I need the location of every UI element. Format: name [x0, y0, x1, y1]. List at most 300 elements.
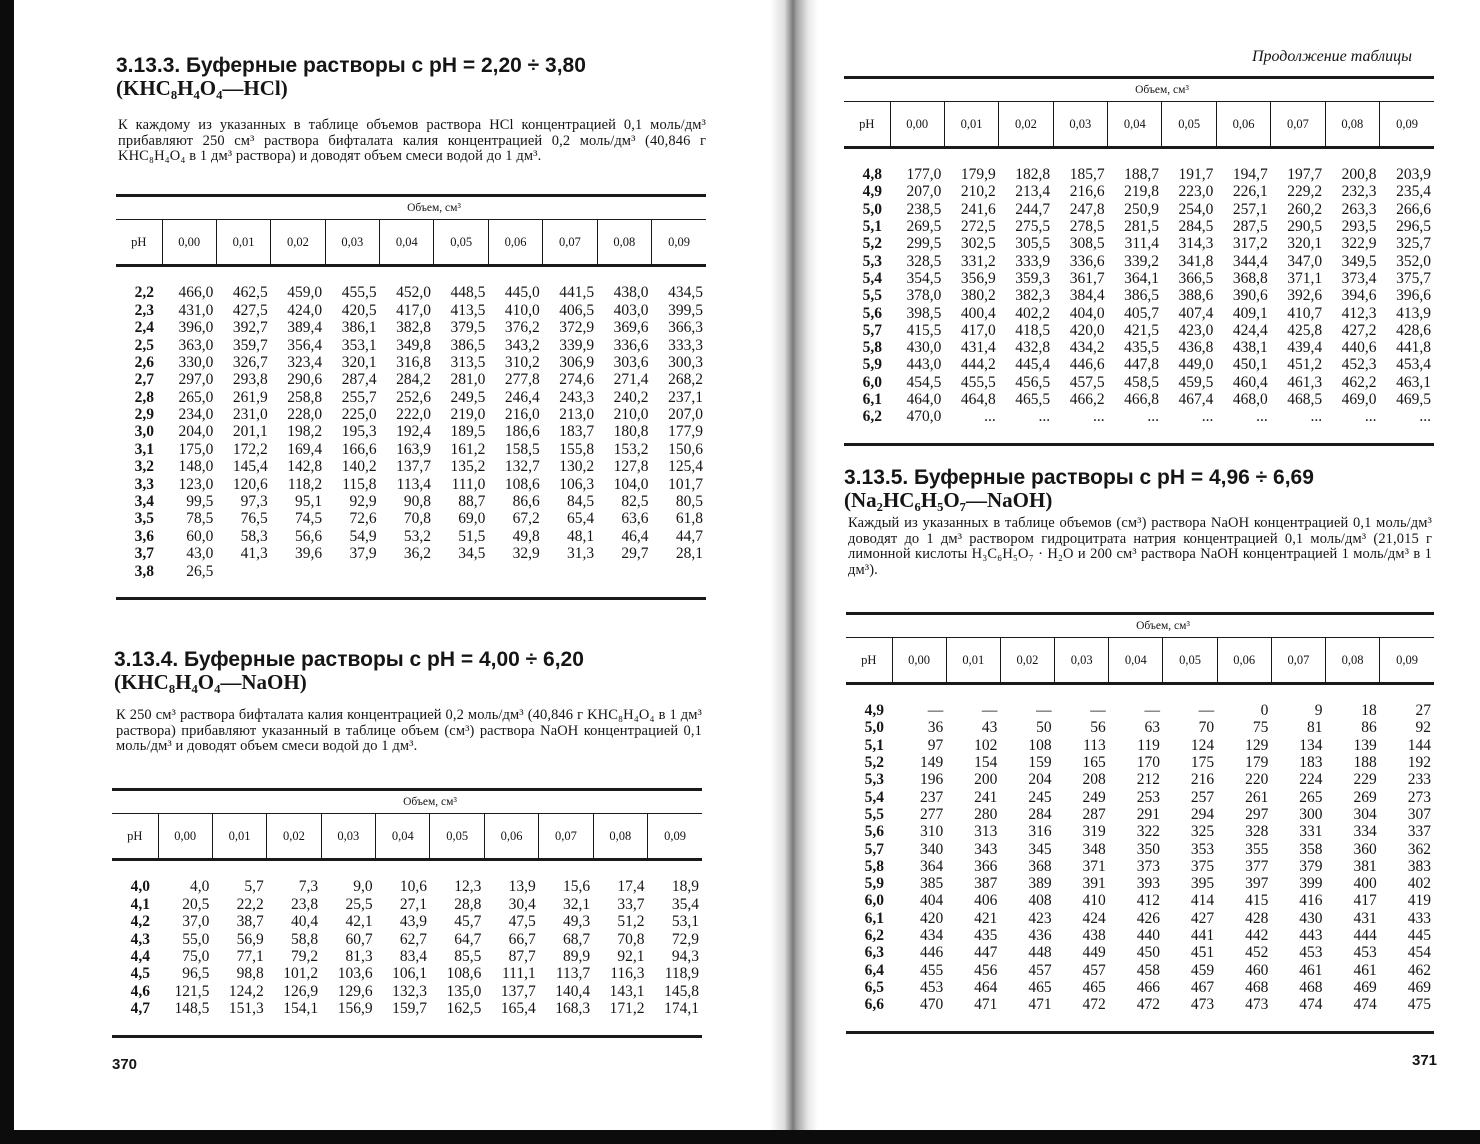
- volume-value: 432,8: [1015, 339, 1051, 357]
- table-3134-continuation: [844, 76, 1434, 446]
- ph-value: 5,7: [864, 840, 884, 858]
- volume-value: 325,7: [1396, 235, 1431, 253]
- ph-value: 4,2: [130, 913, 150, 931]
- volume-value: 188: [1353, 754, 1377, 772]
- volume-value: 438,0: [613, 284, 649, 302]
- column-header: 0,03: [325, 220, 379, 266]
- volume-value: 39,6: [295, 545, 323, 563]
- ph-value: 3,3: [134, 475, 154, 493]
- volume-value: 290,6: [287, 371, 323, 389]
- volume-value: 188,7: [1124, 166, 1159, 184]
- volume-value: [216, 563, 270, 580]
- volume-value: 426: [1136, 909, 1160, 927]
- volume-value: ...: [1092, 408, 1105, 426]
- volume-value: 445,0: [504, 284, 540, 302]
- column-header: 0,01: [946, 638, 1000, 684]
- volume-value: 92,9: [349, 493, 377, 511]
- volume-value: 77,1: [236, 947, 264, 965]
- table-row: [844, 305, 1434, 322]
- volume-value: 43,9: [399, 913, 427, 931]
- volume-value: 366,3: [668, 319, 703, 337]
- volume-value: 344,4: [1232, 252, 1268, 270]
- volume-value: 284,2: [396, 371, 431, 389]
- volume-value: 300: [1299, 805, 1323, 823]
- volume-value: 471: [974, 996, 998, 1014]
- volume-value: —: [1198, 702, 1215, 720]
- volume-value: [325, 563, 379, 580]
- ph-value: 4,8: [862, 166, 882, 184]
- volume-value: 455: [919, 961, 944, 979]
- table-row: [844, 235, 1434, 252]
- volume-value: 72,9: [671, 930, 699, 948]
- volume-value: 297,0: [178, 371, 214, 389]
- ph-header: pH: [844, 102, 890, 148]
- volume-value: 412: [1136, 892, 1160, 910]
- volume-value: 423: [1028, 909, 1052, 927]
- continuation-label: Продолжение таблицы: [1251, 48, 1412, 65]
- volume-value: 451: [1190, 944, 1215, 962]
- volume-value: 366,5: [1178, 269, 1214, 287]
- volume-value: 466,8: [1124, 391, 1159, 409]
- volume-value: [543, 563, 597, 580]
- volume-value: 392,6: [1287, 287, 1323, 305]
- volume-value: 386,5: [450, 336, 486, 354]
- volume-value: 196: [919, 771, 944, 789]
- ph-value: 5,1: [862, 218, 882, 236]
- volume-value: 424,0: [287, 301, 323, 319]
- volume-value: 97: [927, 736, 944, 754]
- ph-value: 2,4: [134, 319, 154, 337]
- volume-value: 281,0: [450, 371, 486, 389]
- volume-value: 465: [1028, 978, 1052, 996]
- volume-value: 65,4: [567, 510, 595, 528]
- table-row: [846, 893, 1434, 910]
- volume-value: 293,8: [232, 371, 268, 389]
- volume-value: 177,9: [668, 423, 703, 441]
- volume-value: ...: [1310, 408, 1323, 426]
- volume-value: 4,0: [190, 878, 210, 896]
- volume-value: 140,4: [555, 982, 591, 1000]
- volume-value: 132,7: [504, 458, 540, 476]
- volume-value: 389: [1028, 875, 1052, 893]
- volume-value: [380, 563, 434, 580]
- volume-value: 33,7: [617, 895, 645, 913]
- volume-value: 398,5: [906, 304, 942, 322]
- volume-value: 204,0: [178, 423, 214, 441]
- volume-value: 116,3: [610, 965, 645, 983]
- volume-value: 457: [1028, 961, 1052, 979]
- column-header: 0,02: [1000, 638, 1054, 684]
- volume-value: 223,0: [1178, 183, 1214, 201]
- column-header: 0,09: [1380, 638, 1434, 684]
- volume-value: 108,6: [446, 965, 482, 983]
- table-row: [112, 931, 702, 948]
- column-header: 0,06: [488, 220, 542, 266]
- volume-value: 406: [974, 892, 998, 910]
- volume-value: 421,5: [1124, 321, 1159, 339]
- volume-value: 18,9: [671, 878, 699, 896]
- table-row: [844, 408, 1434, 425]
- volume-value: 420,5: [341, 301, 377, 319]
- volume-value: 464: [974, 978, 998, 996]
- volume-value: 453: [1299, 944, 1323, 962]
- volume-value: 436: [1028, 927, 1052, 945]
- volume-value: ...: [1256, 408, 1268, 426]
- volume-value: 41,3: [240, 545, 268, 563]
- ph-value: 3,5: [134, 510, 154, 528]
- volume-value: 197,7: [1287, 166, 1323, 184]
- volume-value: 392,7: [232, 319, 268, 337]
- volume-value: 284: [1028, 805, 1052, 823]
- ph-value: 5,4: [862, 269, 882, 287]
- column-header: 0,02: [999, 102, 1053, 148]
- table-row: [846, 702, 1434, 719]
- volume-caption: Объем, см³: [158, 790, 702, 814]
- volume-value: 475: [1407, 996, 1431, 1014]
- volume-value: 413,5: [450, 301, 486, 319]
- table-row: [846, 806, 1434, 823]
- volume-value: 56,9: [236, 930, 264, 948]
- volume-value: 64,7: [454, 930, 482, 948]
- volume-value: 294: [1190, 805, 1215, 823]
- volume-value: 124,2: [228, 982, 264, 1000]
- volume-value: 68,7: [563, 930, 591, 948]
- volume-value: 369,6: [613, 319, 649, 337]
- volume-value: 42,1: [345, 913, 373, 931]
- volume-value: 203,9: [1396, 166, 1431, 184]
- volume-value: 302,5: [960, 235, 996, 253]
- volume-value: 383: [1407, 857, 1431, 875]
- volume-value: 314,3: [1178, 235, 1214, 253]
- volume-value: 225,0: [341, 406, 377, 424]
- volume-value: 320,1: [341, 353, 377, 371]
- volume-value: 405,7: [1124, 304, 1159, 322]
- volume-value: 95,1: [295, 493, 323, 511]
- volume-value: 415,5: [906, 321, 942, 339]
- volume-value: [597, 563, 651, 580]
- volume-value: 435: [974, 927, 998, 945]
- volume-value: 466,2: [1069, 391, 1105, 409]
- ph-value: 6,2: [862, 408, 882, 426]
- volume-value: 83,4: [399, 947, 427, 965]
- volume-value: 464,0: [906, 391, 942, 409]
- volume-value: 325: [1190, 823, 1215, 841]
- volume-value: 99,5: [186, 493, 214, 511]
- volume-value: 356,9: [960, 269, 996, 287]
- column-header: 0,05: [1163, 638, 1217, 684]
- volume-value: 337: [1407, 823, 1431, 841]
- volume-value: 78,5: [186, 510, 214, 528]
- volume-value: 175,0: [178, 440, 214, 458]
- volume-value: 469: [1353, 978, 1377, 996]
- volume-value: 438: [1082, 927, 1106, 945]
- volume-value: 89,9: [563, 947, 591, 965]
- table-3135: [846, 612, 1434, 1034]
- volume-value: 381: [1353, 857, 1377, 875]
- volume-value: 455,5: [960, 373, 996, 391]
- ph-value: 6,5: [864, 978, 884, 996]
- volume-value: 305,5: [1015, 235, 1051, 253]
- volume-value: 400: [1353, 875, 1377, 893]
- volume-value: 245: [1028, 788, 1052, 806]
- volume-value: 92: [1415, 719, 1431, 737]
- volume-value: 94,3: [671, 947, 699, 965]
- volume-value: 119: [1137, 736, 1160, 754]
- volume-value: 213,0: [559, 406, 595, 424]
- volume-value: 304: [1353, 805, 1377, 823]
- volume-value: 355: [1245, 840, 1269, 858]
- volume-value: 31,3: [567, 545, 595, 563]
- volume-value: 216,6: [1069, 183, 1105, 201]
- volume-value: 457,5: [1069, 373, 1105, 391]
- volume-value: 53,1: [671, 913, 699, 931]
- table-row: [846, 910, 1434, 927]
- volume-value: 113,7: [555, 965, 591, 983]
- volume-value: 232,3: [1341, 183, 1377, 201]
- volume-value: 88,7: [458, 493, 486, 511]
- volume-value: 189,5: [450, 423, 486, 441]
- volume-value: 60,7: [345, 930, 373, 948]
- ph-value: 5,8: [864, 857, 884, 875]
- volume-value: 366: [974, 857, 998, 875]
- volume-value: 433: [1407, 909, 1431, 927]
- volume-value: 378,0: [906, 287, 942, 305]
- column-header: 0,04: [1108, 102, 1162, 148]
- table-row: [116, 389, 706, 406]
- ph-value: 2,5: [134, 336, 154, 354]
- volume-value: 417: [1353, 892, 1377, 910]
- volume-value: 183: [1299, 754, 1323, 772]
- volume-value: 60,0: [186, 527, 214, 545]
- volume-value: 96,5: [182, 965, 210, 983]
- volume-value: 46,4: [621, 527, 649, 545]
- ph-value: 5,9: [864, 875, 884, 893]
- volume-value: 445: [1407, 927, 1431, 945]
- volume-value: 123,0: [178, 475, 214, 493]
- volume-value: 431,0: [178, 301, 214, 319]
- volume-value: 459,5: [1178, 373, 1214, 391]
- volume-value: 336,6: [1069, 252, 1105, 270]
- volume-value: 463,1: [1396, 373, 1431, 391]
- volume-value: 308,5: [1069, 235, 1105, 253]
- volume-value: 390,6: [1232, 287, 1268, 305]
- volume-value: 229,2: [1287, 183, 1323, 201]
- volume-value: 216,0: [504, 406, 540, 424]
- volume-value: 455,5: [341, 284, 377, 302]
- ph-header: pH: [112, 814, 158, 860]
- volume-value: 70,8: [403, 510, 431, 528]
- section-3133-description: К каждому из указанных в таблице объемов раствора HCl концентрацией 0,1 моль/дм³ прибавляют 250 см³ раствора бифталата калия концентрацией 0,2 моль/дм³ (40,846 г KHC₈H₄O₄ в 1 дм³ раствора) и доводят объем смеси водой до 1 дм³.: [118, 117, 706, 164]
- volume-value: 385: [919, 875, 944, 893]
- volume-value: 166,6: [341, 440, 377, 458]
- volume-value: 224: [1299, 771, 1323, 789]
- volume-value: 468: [1245, 978, 1269, 996]
- ph-value: 6,4: [864, 961, 884, 979]
- volume-value: 235,4: [1396, 183, 1431, 201]
- volume-value: 440: [1136, 927, 1160, 945]
- volume-value: 145,4: [232, 458, 268, 476]
- ph-value: 5,9: [862, 356, 882, 374]
- volume-value: 382,8: [396, 319, 431, 337]
- volume-value: 408: [1028, 892, 1052, 910]
- volume-value: 412,3: [1341, 304, 1377, 322]
- volume-value: 290,5: [1287, 218, 1323, 236]
- volume-value: 353,1: [341, 336, 377, 354]
- volume-value: 113,4: [396, 475, 431, 493]
- column-header: 0,06: [484, 814, 538, 860]
- volume-value: 410: [1082, 892, 1106, 910]
- volume-value: 47,5: [508, 913, 536, 931]
- volume-value: 12,3: [454, 878, 482, 896]
- volume-value: 442: [1245, 927, 1269, 945]
- volume-value: 452,3: [1341, 356, 1377, 374]
- volume-value: 169,4: [287, 440, 323, 458]
- volume-value: 299,5: [906, 235, 942, 253]
- volume-value: 253: [1136, 788, 1160, 806]
- volume-value: 380,2: [960, 287, 996, 305]
- volume-value: 281,5: [1124, 218, 1159, 236]
- column-header: 0,08: [593, 814, 647, 860]
- volume-value: 428: [1245, 909, 1269, 927]
- volume-value: 417,0: [396, 301, 431, 319]
- volume-value: 451,2: [1287, 356, 1323, 374]
- table-row: [846, 996, 1434, 1013]
- volume-value: 452: [1245, 944, 1269, 962]
- volume-value: 424: [1082, 909, 1106, 927]
- volume-value: 204: [1028, 771, 1052, 789]
- volume-value: 226,1: [1232, 183, 1268, 201]
- volume-value: 265: [1299, 788, 1323, 806]
- volume-value: 296,5: [1396, 218, 1431, 236]
- table-row: [846, 875, 1434, 892]
- ph-value: 4,3: [130, 930, 150, 948]
- ph-value: 5,2: [864, 754, 884, 772]
- volume-value: 389,4: [287, 319, 323, 337]
- volume-value: 43: [981, 719, 998, 737]
- ph-value: 5,4: [864, 788, 884, 806]
- volume-value: 182,8: [1015, 166, 1051, 184]
- volume-value: 129: [1245, 736, 1269, 754]
- volume-value: 388,6: [1178, 287, 1214, 305]
- volume-value: 371: [1082, 857, 1106, 875]
- volume-value: 23,8: [291, 895, 319, 913]
- volume-value: 307: [1407, 805, 1431, 823]
- column-header: 0,07: [539, 814, 593, 860]
- volume-value: 443,0: [906, 356, 942, 374]
- volume-value: 148,0: [178, 458, 214, 476]
- volume-caption: Объем, см³: [162, 196, 706, 220]
- volume-value: 436,8: [1178, 339, 1214, 357]
- volume-value: 10,6: [399, 878, 427, 896]
- volume-value: 155,8: [559, 440, 595, 458]
- volume-value: [434, 563, 488, 580]
- table-row: [116, 354, 706, 371]
- volume-caption: Объем, см³: [890, 78, 1434, 102]
- volume-value: [488, 563, 542, 580]
- volume-value: 69,0: [458, 510, 486, 528]
- volume-value: 358: [1299, 840, 1323, 858]
- volume-value: 121,5: [174, 982, 210, 1000]
- volume-value: 434,5: [668, 284, 703, 302]
- book-gutter: [770, 0, 818, 1144]
- volume-value: 101,7: [668, 475, 703, 493]
- volume-value: 247,8: [1069, 200, 1105, 218]
- volume-value: 454: [1407, 944, 1431, 962]
- volume-value: 468: [1299, 978, 1323, 996]
- volume-value: 356,4: [287, 336, 323, 354]
- volume-value: 364: [919, 857, 944, 875]
- volume-value: 462: [1407, 961, 1431, 979]
- volume-value: 54,9: [349, 527, 377, 545]
- volume-value: 453,4: [1396, 356, 1431, 374]
- table-row: [846, 823, 1434, 840]
- volume-value: 28,8: [454, 895, 482, 913]
- volume-value: 195,3: [341, 423, 377, 441]
- table-row: [112, 1000, 702, 1017]
- column-header: 0,03: [1055, 638, 1109, 684]
- volume-value: 382,3: [1015, 287, 1051, 305]
- volume-value: 43,0: [186, 545, 214, 563]
- volume-value: 220: [1245, 771, 1269, 789]
- volume-value: 144: [1407, 736, 1431, 754]
- page-number-left: 370: [112, 1056, 138, 1073]
- volume-value: 240,2: [613, 388, 649, 406]
- volume-value: 130,2: [559, 458, 595, 476]
- table-row: [116, 371, 706, 388]
- table-row: [846, 789, 1434, 806]
- volume-value: 222,0: [396, 406, 431, 424]
- volume-value: 70,8: [617, 930, 645, 948]
- volume-value: 194,7: [1232, 166, 1268, 184]
- volume-value: 261: [1245, 788, 1269, 806]
- volume-value: 418,5: [1015, 321, 1051, 339]
- volume-value: 458: [1136, 961, 1160, 979]
- volume-value: 56: [1090, 719, 1106, 737]
- volume-value: 231,0: [232, 406, 268, 424]
- volume-value: 36,2: [403, 545, 431, 563]
- volume-value: 124: [1190, 736, 1215, 754]
- volume-value: 379: [1299, 857, 1323, 875]
- column-header: 0,02: [271, 220, 325, 266]
- ph-value: 5,7: [862, 321, 882, 339]
- volume-value: 400,4: [960, 304, 996, 322]
- volume-value: 466: [1136, 978, 1160, 996]
- column-header: 0,01: [216, 220, 270, 266]
- table-row: [112, 896, 702, 913]
- table-row: [116, 441, 706, 458]
- volume-value: 322,9: [1341, 235, 1377, 253]
- volume-value: 237,1: [668, 388, 703, 406]
- volume-value: 373: [1136, 857, 1160, 875]
- section-3135-heading: [844, 466, 1424, 512]
- volume-value: 51,2: [617, 913, 645, 931]
- ph-value: 6,1: [862, 391, 882, 409]
- volume-value: 82,5: [621, 493, 649, 511]
- column-header: 0,00: [892, 638, 946, 684]
- volume-value: 5,7: [244, 878, 264, 896]
- ph-value: 6,0: [862, 373, 882, 391]
- table-row: [844, 166, 1434, 183]
- volume-value: 468,5: [1287, 391, 1323, 409]
- volume-value: 150,6: [668, 440, 703, 458]
- ph-value: 4,5: [130, 965, 150, 983]
- column-header: 0,06: [1217, 638, 1271, 684]
- volume-value: 440,6: [1341, 339, 1377, 357]
- volume-value: 456,5: [1015, 373, 1051, 391]
- volume-value: 420: [919, 909, 944, 927]
- volume-value: 13,9: [508, 878, 536, 896]
- volume-value: 423,0: [1178, 321, 1214, 339]
